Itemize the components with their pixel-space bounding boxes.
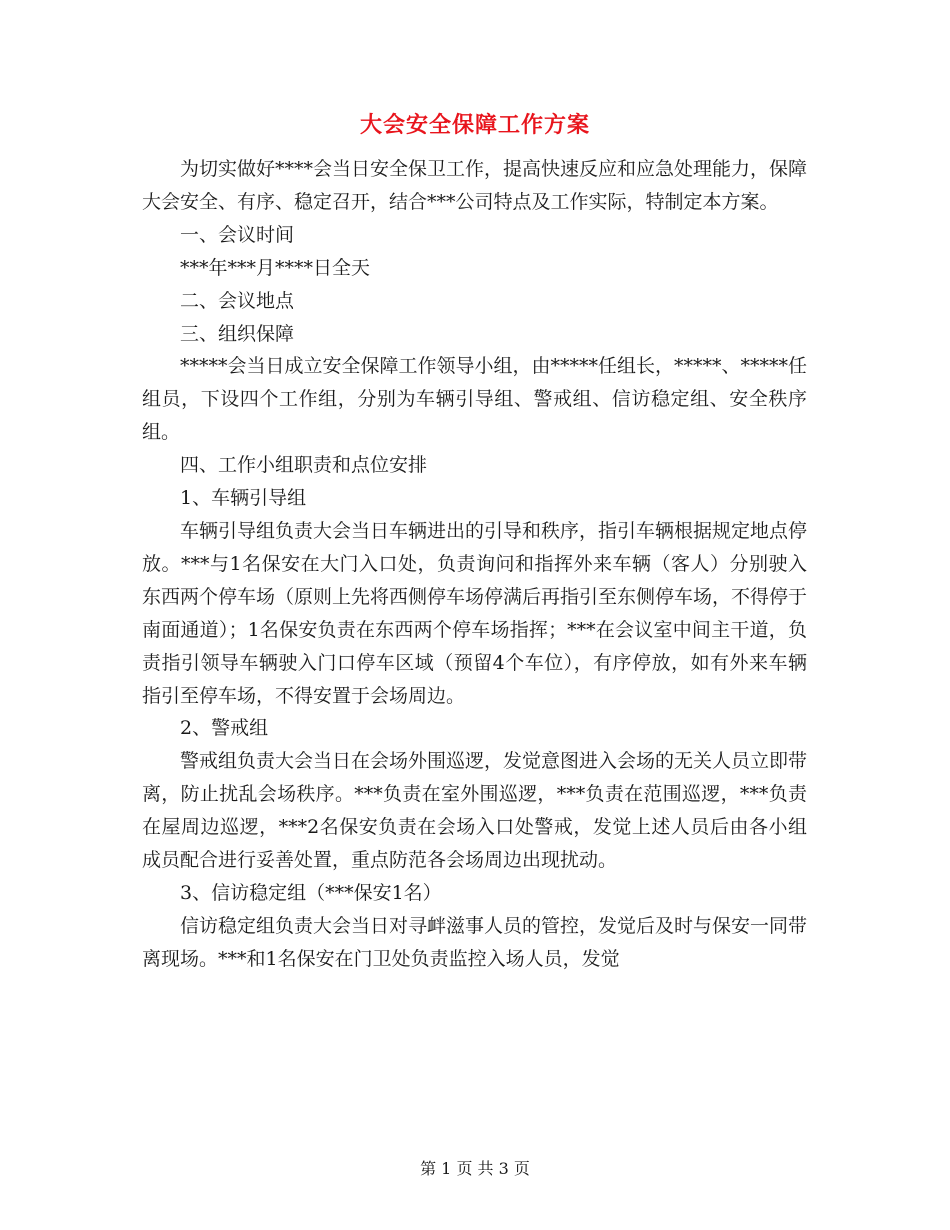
heading-vehicle-group: 1、车辆引导组	[180, 487, 307, 510]
heading-group-duties: 四、工作小组职责和点位安排	[180, 454, 428, 477]
page-footer: 第 1 页 共 3 页	[420, 1159, 530, 1178]
document-body	[142, 153, 807, 976]
paragraph-vehicle-group: 车辆引导组负责大会当日车辆进出的引导和秩序，指引车辆根据规定地点停放。***与1名保安在大门入口处，负责询问和指挥外来车辆（客人）分别驶入东西两个停车场（原则上先将西侧停车场停满后再指引至东侧停车场，不得停于南面通道）；1名保安负责在东西两个停车场指挥；***在会议室中间主干道，负责指引领导车辆驶入门口停车区域（预留4个车位），有序停放，如有外来车辆指引至停车场，不得安置于会场周边。	[142, 519, 808, 707]
heading-meeting-time: 一、会议时间	[180, 223, 295, 246]
heading-guard-group: 2、警戒组	[180, 717, 269, 740]
paragraph-guard-group: 警戒组负责大会当日在会场外围巡逻，发觉意图进入会场的无关人员立即带离，防止扰乱会场秩序。***负责在室外围巡逻，***负责在范围巡逻，***负责在屋周边巡逻，***2名保安负责在会场入口处警戒，发觉上述人员后由各小组成员配合进行妥善处置，重点防范各会场周边出现扰动。	[142, 750, 808, 872]
document-title: 大会安全保障工作方案	[359, 112, 590, 138]
paragraph-organization: *****会当日成立安全保障工作领导小组，由*****任组长，*****、*****任组员，下设四个工作组，分别为车辆引导组、警戒组、信访稳定组、安全秩序组。	[142, 355, 808, 444]
paragraph-meeting-date: ***年***月****日全天	[180, 256, 371, 279]
heading-petition-group: 3、信访稳定组（***保安1名）	[180, 881, 442, 904]
heading-organization: 三、组织保障	[180, 322, 295, 345]
heading-meeting-location: 二、会议地点	[180, 289, 295, 312]
paragraph-intro: 为切实做好****会当日安全保卫工作，提高快速反应和应急处理能力，保障大会安全、有序、稳定召开，结合***公司特点及工作实际，特制定本方案。	[142, 158, 808, 213]
paragraph-petition-group: 信访稳定组负责大会当日对寻衅滋事人员的管控，发觉后及时与保安一同带离现场。***和1名保安在门卫处负责监控入场人员，发觉	[142, 914, 808, 970]
